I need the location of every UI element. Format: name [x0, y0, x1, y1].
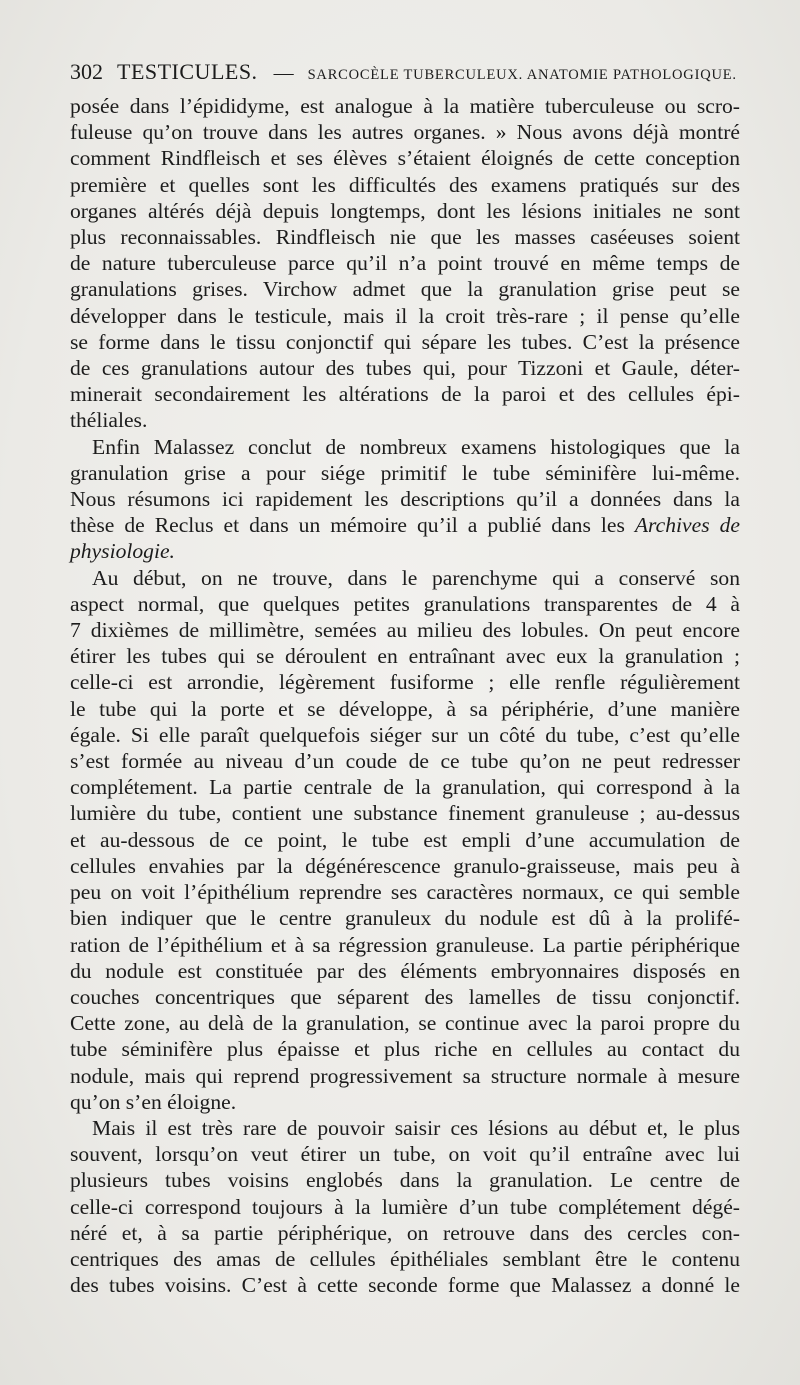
text-line: nodule, mais qui reprend progressivement sa structure normale à mesure [70, 1063, 740, 1088]
paragraph-4 [70, 1115, 740, 1298]
text-line: des tubes voisins. C’est à cette seconde forme que Malassez a donné le [70, 1273, 740, 1298]
text-line-with-italic [70, 512, 740, 538]
text-line: posée dans l’épididyme, est analogue à la matière tuberculeuse ou scro- [70, 94, 740, 118]
text-line: organes altérés déjà depuis longtemps, dont les lésions initiales ne sont [70, 198, 740, 223]
text-line: lumière du tube, contient une substance finement granuleuse ; au-dessus [70, 801, 740, 826]
text-line: peu on voit l’épithélium reprendre ses caractères normaux, ce qui semble [70, 880, 740, 905]
paragraph-2 [70, 434, 740, 565]
text-line: aspect normal, que quelques petites granulations transparentes de 4 à [70, 591, 740, 616]
text-line: fuleuse qu’on trouve dans les autres organes. » Nous avons déjà montré [70, 120, 740, 145]
text-line: ration de l’épithélium et à sa régression granuleuse. La partie périphérique [70, 932, 740, 957]
text-line: du nodule est constituée par des éléments embryonnaires disposés en [70, 958, 740, 983]
text-line: minerait secondairement les altérations de la paroi et des cellules épi- [70, 382, 740, 407]
text-line: se forme dans le tissu conjonctif qui sépare les tubes. C’est la présence [70, 329, 740, 354]
journal-title-italic-continued: physiologie. [70, 539, 175, 564]
text-line: tube séminifère plus épaisse et plus riche en cellules au contact du [70, 1037, 740, 1062]
text-line: s’est formée au niveau d’un coude de ce tube qu’on ne peut redresser [70, 749, 740, 774]
running-subtitle: SARCOCÈLE TUBERCULEUX. ANATOMIE PATHOLOGIQUE. [307, 67, 737, 83]
text-line: 7 dixièmes de millimètre, semées au milieu des lobules. On peut encore [70, 618, 740, 643]
text-line: égale. Si elle paraît quelquefois siéger sur un côté du tube, c’est qu’elle [70, 722, 740, 747]
text-line: plus reconnaissables. Rindfleisch nie que les masses caséeuses soient [70, 225, 740, 250]
text-line [70, 538, 740, 564]
text-line: granulations grises. Virchow admet que la granulation grise peut se [70, 277, 740, 302]
paragraph-1 [70, 93, 740, 434]
text-segment: thèse de Reclus et dans un mémoire qu’il a publié dans les [70, 513, 635, 538]
text-line: souvent, lorsqu’on veut étirer un tube, on voit qu’il entraîne avec lui [70, 1142, 740, 1167]
text-line: qu’on s’en éloigne. [70, 1089, 237, 1114]
text-line: Cette zone, au delà de la granulation, se continue avec la paroi propre du [70, 1011, 740, 1036]
text-line: Nous résumons ici rapidement les descriptions qu’il a données dans la [70, 487, 740, 512]
page-number: 302 [70, 59, 103, 84]
text-line: cellules envahies par la dégénérescence granulo-graisseuse, mais peu à [70, 853, 740, 878]
text-line: celle-ci est arrondie, légèrement fusiforme ; elle renfle régulièrement [70, 670, 740, 695]
text-line: couches concentriques que séparent des lamelles de tissu conjonctif. [70, 984, 740, 1009]
text-line: néré et, à sa partie périphérique, on retrouve dans des cercles con- [70, 1220, 740, 1245]
text-line: centriques des amas de cellules épithéliales semblant être le contenu [70, 1246, 740, 1271]
text-line: de ces granulations autour des tubes qui, pour Tizzoni et Gaule, déter- [70, 356, 740, 381]
text-line: et au-dessous de ce point, le tube est empli d’une accumulation de [70, 827, 740, 852]
text-line: Au début, on ne trouve, dans le parenchyme qui a conservé son [92, 565, 740, 590]
running-title: TESTICULES. [117, 59, 258, 84]
text-line: de nature tuberculeuse parce qu’il n’a point trouvé en même temps de [70, 251, 740, 276]
text-line: Mais il est très rare de pouvoir saisir ces lésions au début et, le plus [92, 1115, 740, 1140]
text-line: plusieurs tubes voisins englobés dans la granulation. Le centre de [70, 1168, 740, 1193]
text-line: granulation grise a pour siége primitif le tube séminifère lui-même. [70, 460, 740, 485]
text-line: le tube qui la porte et se développe, à sa périphérie, d’une manière [70, 696, 740, 721]
text-line: étirer les tubes qui se déroulent en entraînant avec eux la granulation ; [70, 644, 740, 669]
running-header [70, 57, 740, 87]
paragraph-3 [70, 565, 740, 1115]
text-line: bien indiquer que le centre granuleux du nodule est dû à la prolifé- [70, 906, 740, 931]
text-line: celle-ci correspond toujours à la lumière d’un tube complétement dégé- [70, 1194, 740, 1219]
header-dash: — [273, 62, 294, 84]
text-line: développer dans le testicule, mais il la croit très-rare ; il pense qu’elle [70, 303, 740, 328]
body-text [70, 93, 740, 1298]
text-line: comment Rindfleisch et ses élèves s’étaient éloignés de cette conception [70, 146, 740, 171]
journal-title-italic: Archives de [634, 513, 740, 538]
text-line: Enfin Malassez conclut de nombreux examens histologiques que la [92, 434, 740, 459]
text-line: complétement. La partie centrale de la granulation, qui correspond à la [70, 775, 740, 800]
text-line: première et quelles sont les difficultés des examens pratiqués sur des [70, 172, 740, 197]
text-line: théliales. [70, 408, 148, 433]
